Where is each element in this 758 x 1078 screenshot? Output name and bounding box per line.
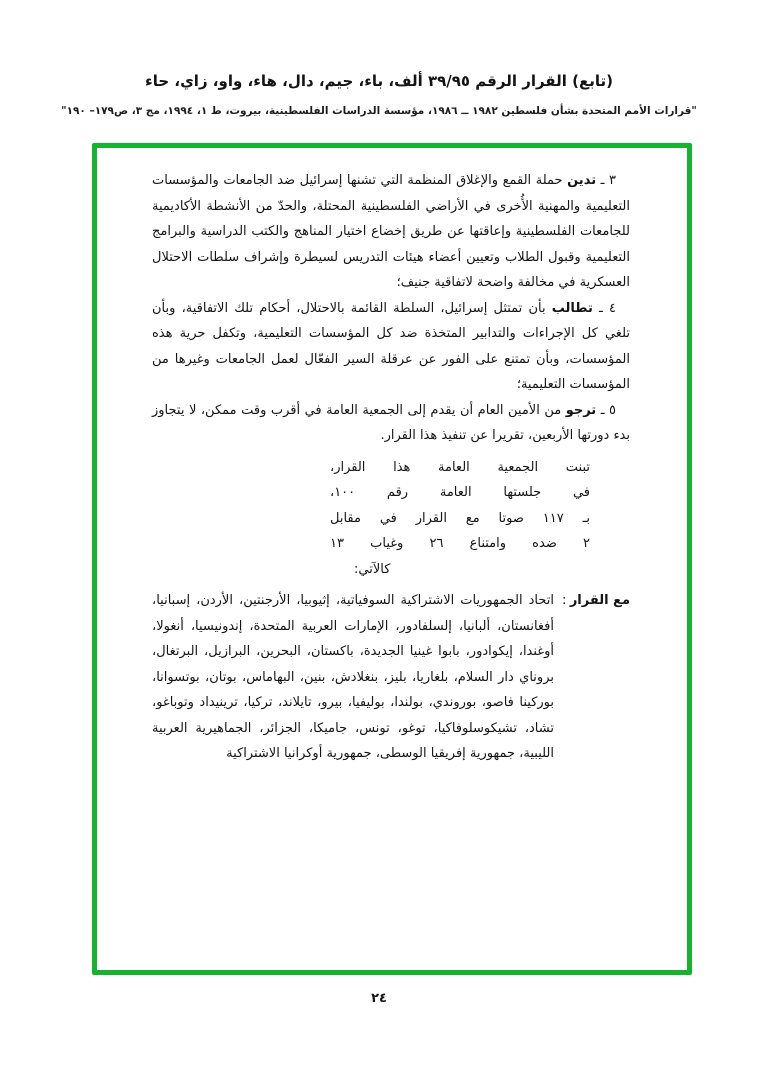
adoption-note bbox=[330, 455, 590, 583]
vote-for-label bbox=[554, 588, 630, 767]
paragraph-number: ٤ ـ bbox=[599, 300, 616, 316]
adoption-line-last: كالآتي: bbox=[354, 561, 391, 577]
paragraph-number: ٥ ـ bbox=[600, 402, 616, 418]
adoption-line: في جلستها العامة رقم ١٠٠، bbox=[330, 485, 590, 500]
source-citation: "قرارات الأمم المتحدة بشأن فلسطين ١٩٨٢ ــ ١٩٨٦، مؤسسة الدراسات الفلسطينية، بيروت، ط ١، ١٩٩٤، مج ٣، ص١٧٩– ١٩٠" bbox=[61, 105, 697, 117]
paragraph-text: بأن تمتثل إسرائيل، السلطة القائمة بالاحتلال، أحكام تلك الاتفاقية، وبأن تلغي كل الإجراءات والتدابير المتخذة ضد كل المؤسسات التعليمية، وتكفل حرية هذه المؤسسات، وبأن تمتنع على الفور عن عرقلة السير الفعّال لعمل الجامعات وغيرها من المؤسسات التعليمية؛ bbox=[152, 300, 630, 392]
vote-for-countries: اتحاد الجمهوريات الاشتراكية السوفياتية، إثيوبيا، الأرجنتين، الأردن، إسبانيا، أفغانستان، ألبانيا، إلسلفادور، الإمارات العربية المتحدة، إندونيسيا، أنغولا، أوغندا، إيكوادور، بابوا غينيا الجديدة، باكستان، البحرين، البرازيل، البرتغال، بروناي دار السلام، بلغاريا، بليز، بنغلادش، بنين، البهاماس، بوتان، بوتسوانا، بوركينا فاصو، بوروندي، بولندا، بوليفيا، بيرو، تايلاند، تركيا، ترينيداد وتوباغو، تشاد، تشيكوسلوفاكيا، توغو، تونس، جاميكا، الجزائر، الجماهيرية العربية الليبية، جمهورية إفريقيا الوسطى، جمهورية أوكرانيا الاشتراكية bbox=[152, 593, 554, 761]
paragraph-lead: تطالب bbox=[551, 300, 593, 316]
vote-for-label-text: مع القرار bbox=[569, 593, 630, 608]
resolution-text bbox=[152, 168, 630, 767]
green-frame bbox=[92, 143, 692, 975]
adoption-line: بـ ١١٧ صوتا مع القرار في مقابل bbox=[330, 510, 590, 526]
paragraph-text: من الأمين العام أن يقدم إلى الجمعية العامة في أقرب وقت ممكن، لا يتجاوز بدء دورتها الأربعين، تقريرا عن تنفيذ هذا القرار. bbox=[152, 402, 630, 443]
resolution-paragraph-4 bbox=[152, 296, 630, 398]
paragraph-lead: ترجو bbox=[565, 402, 597, 418]
adoption-line: تبنت الجمعية العامة هذا القرار، bbox=[330, 459, 590, 475]
paragraph-lead: تدين bbox=[567, 173, 597, 188]
page-title: (تابع) القرار الرقم ٣٩/٩٥ ألف، باء، جيم، دال، هاء، واو، زاي، حاء bbox=[145, 72, 613, 90]
vote-for-block bbox=[152, 588, 630, 767]
vote-for-separator: : bbox=[562, 593, 567, 608]
adoption-line: ٢ ضده وامتناع ٢٦ وغياب ١٣ bbox=[330, 536, 590, 551]
paragraph-text: حملة القمع والإغلاق المنظمة التي تشنها إسرائيل ضد الجامعات والمؤسسات التعليمية والمهنية الأُخرى في الأراضي الفلسطينية المحتلة، والحدّ من الأنشطة الأكاديمية للجامعات الفلسطينية وإعاقتها عن طريق إخضاع اختيار المناهج والكتب الدراسية والبرامج التعليمية وقبول الطلاب وتعيين أعضاء هيئات التدريس لسيطرة وإشراف سلطات الاحتلال العسكرية في مخالفة واضحة لاتفاقية جنيف؛ bbox=[152, 173, 630, 290]
paragraph-number: ٣ ـ bbox=[600, 173, 616, 188]
resolution-paragraph-3 bbox=[152, 168, 630, 296]
resolution-paragraph-5 bbox=[152, 398, 630, 449]
page-number: ٢٤ bbox=[371, 991, 387, 1006]
